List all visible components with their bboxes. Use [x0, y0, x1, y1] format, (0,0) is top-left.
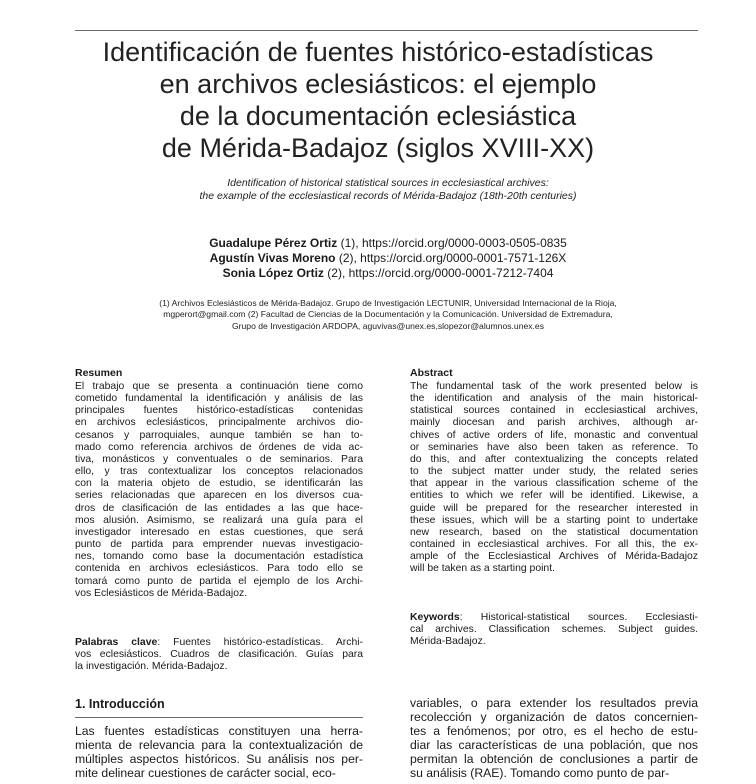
- affiliation-line: mgperort@gmail.com (2) Facultad de Ciencias de la Documentación y la Comunicación. Universidad de Extremadura,: [163, 309, 613, 320]
- author-first-name: Agustín: [209, 251, 255, 265]
- resumen-line: vos Eclesiásticos de Mérida-Badajoz.: [75, 587, 248, 599]
- keywords-line: la investigación. Mérida-Badajoz.: [75, 661, 228, 673]
- resumen-line: cesanos y parroquiales, aunque también se han to-: [75, 429, 363, 441]
- keywords: [410, 612, 698, 648]
- author-orcid[interactable]: (2), https://orcid.org/0000-0001-7571-126X: [335, 251, 567, 265]
- title-line: de Mérida-Badajoz (siglos XVIII-XX): [161, 133, 595, 163]
- abstract-line: The fundamental task of the work presented below is: [410, 381, 698, 392]
- abstract-heading: Abstract: [410, 367, 453, 379]
- section-rule: [75, 717, 363, 718]
- intro-line: Las fuentes estadísticas constituyen una herra-: [75, 724, 363, 738]
- resumen-line: nes, tomando como base la documentación estadística: [75, 551, 363, 563]
- keywords-text: : Historical-statistical sources. Ecclesiasti-: [459, 612, 698, 623]
- author-orcid[interactable]: (1), https://orcid.org/0000-0003-0505-0835: [337, 236, 567, 250]
- abstract-line: or seminaries have also been taken as reference. To: [410, 441, 698, 453]
- resumen-line: cometido fundamental la identificación y análisis de las: [75, 393, 363, 405]
- palabras-clave-text: : Fuentes histórico-estadísticas. Archi-: [157, 637, 363, 648]
- abstract-line: will be taken as a starting point.: [410, 563, 555, 575]
- intro-right-text: [410, 696, 698, 781]
- intro-line: tes a fenómenos; por otro, es el hecho de estu-: [410, 724, 698, 739]
- resumen-line: tiva, monásticos y conventuales o de seminarios. Para: [75, 453, 363, 465]
- affiliation-line: (1) Archivos Eclesiásticos de Mérida-Badajoz. Grupo de Investigación LECTUNIR, Universidad Internacional de la Rioja,: [159, 298, 617, 308]
- resumen-line: contenida en archivos eclesiásticos. Para todo ello se: [75, 563, 363, 575]
- author-first-name: Sonia: [222, 266, 256, 280]
- resumen-line: punto de partida para emprender nuevas investigacio-: [75, 539, 363, 551]
- abstract-line: ample of the Ecclesiastical Archives of Mérida-Badajoz: [410, 551, 698, 563]
- intro-line: variables, o para extender los resultados previa: [410, 696, 698, 710]
- resumen-line: investigador interesado en estas cuestiones, que será: [75, 526, 363, 538]
- abstract-line: to the subject matter under study, the related series: [410, 466, 698, 478]
- introduction-heading: 1. Introducción: [75, 697, 165, 711]
- keywords-label: Keywords: [410, 612, 460, 623]
- resumen-line: El trabajo que se presenta a continuación tiene como: [75, 381, 363, 392]
- keywords-line: vos eclesiásticos. Cuadros de clasificación. Guías para: [75, 649, 363, 661]
- resumen-line: series relacionadas que aparecen en los diversos cua-: [75, 490, 363, 502]
- author-first-name: Guadalupe: [209, 236, 272, 250]
- paper-title: [60, 36, 696, 164]
- intro-line: diar las características de una población, que nos: [410, 738, 698, 753]
- abstract-line: that appear in the various classification scheme of the: [410, 478, 698, 490]
- resumen-heading: Resumen: [75, 367, 123, 379]
- author-list: [100, 236, 676, 281]
- resumen-body: [75, 381, 363, 600]
- intro-line: su análisis (RAE). Tomando como punto de par-: [410, 766, 670, 781]
- intro-left-text: [75, 724, 363, 780]
- abstract-line: mainly diocesan and parish archives, although ar-: [410, 417, 698, 429]
- title-line: Identificación de fuentes histórico-estadísticas: [102, 37, 654, 67]
- abstract-line: new research, based on the statistical documentation: [410, 526, 698, 538]
- title-line: de la documentación eclesiástica: [179, 101, 577, 131]
- abstract-line: statistical sources contained in ecclesiastical archives,: [410, 405, 698, 417]
- subtitle-line: the example of the ecclesiastical records of Mérida-Badajoz (18th-20th centuries): [199, 190, 577, 202]
- title-line: en archivos eclesiásticos: el ejemplo: [159, 69, 597, 99]
- keywords-line: [410, 612, 698, 624]
- author-last-name: López Ortiz: [258, 266, 324, 280]
- intro-line: mite delinear cuestiones de carácter social, eco-: [75, 766, 336, 781]
- author-orcid[interactable]: (2), https://orcid.org/0000-0001-7212-7404: [323, 266, 554, 280]
- abstract-line: chives of active orders of life, monastic and conventual: [410, 429, 698, 441]
- abstract-line: do this, and after contextualizing the concepts related: [410, 453, 698, 465]
- resumen-line: ello, y tras contextualizar los conceptos relacionados: [75, 466, 363, 478]
- palabras-clave-label: Palabras clave: [75, 637, 158, 648]
- affiliation-line: Grupo de Investigación ARDOPA, aguvivas@unex.es,slopezor@alumnos.unex.es: [231, 320, 545, 331]
- resumen-line: principales fuentes histórico-estadísticas contenidas: [75, 405, 363, 417]
- keywords-line: Mérida-Badajoz.: [410, 636, 486, 648]
- author-line: [100, 251, 676, 266]
- subtitle-line: Identification of historical statistical sources in ecclesiastical archives:: [227, 177, 549, 189]
- top-rule: [75, 30, 698, 31]
- intro-line: múltiples aspectos históricos. Su análisis nos per-: [75, 752, 363, 767]
- palabras-clave: [75, 637, 363, 673]
- resumen-line: mos alusión. Asimismo, se realizará una guía para el: [75, 514, 363, 526]
- abstract-line: entities to which we refer will be identified. Likewise, a: [410, 490, 698, 502]
- abstract-line: these issues, which will be a starting point to undertake: [410, 514, 698, 526]
- author-last-name: Pérez Ortiz: [274, 236, 338, 250]
- intro-line: permitan la obtención de conclusiones a partir de: [410, 752, 698, 767]
- english-subtitle: [100, 177, 676, 203]
- abstract-body: [410, 381, 698, 576]
- resumen-line: tomará como punto de partida el ejemplo de los Archi-: [75, 575, 363, 587]
- abstract-line: the identification and analysis of the main historical-: [410, 393, 698, 405]
- resumen-line: con la materia objeto de estudio, se identificarán las: [75, 478, 363, 490]
- keywords-line: cal archives. Classification schemes. Subject guides.: [410, 624, 698, 636]
- abstract-line: guide will be prepared for the researcher interested in: [410, 502, 698, 514]
- intro-line: recolección y organización de datos concernien-: [410, 710, 698, 725]
- resumen-line: mado como referencia archivos de órdenes de vida ac-: [75, 441, 363, 453]
- keywords-line: [75, 637, 363, 649]
- intro-line: mienta de relevancia para la contextualización de: [75, 738, 363, 753]
- author-line: [100, 236, 676, 251]
- affiliations: [80, 298, 696, 332]
- author-last-name: Vivas Moreno: [257, 251, 336, 265]
- abstract-line: contained in ecclesiastical archives. For all this, the ex-: [410, 539, 698, 551]
- resumen-line: en archivos eclesiásticos, principalmente archivos dio-: [75, 417, 363, 429]
- resumen-line: dros de clasificación de las entidades a las que hace-: [75, 502, 363, 514]
- author-line: [100, 266, 676, 281]
